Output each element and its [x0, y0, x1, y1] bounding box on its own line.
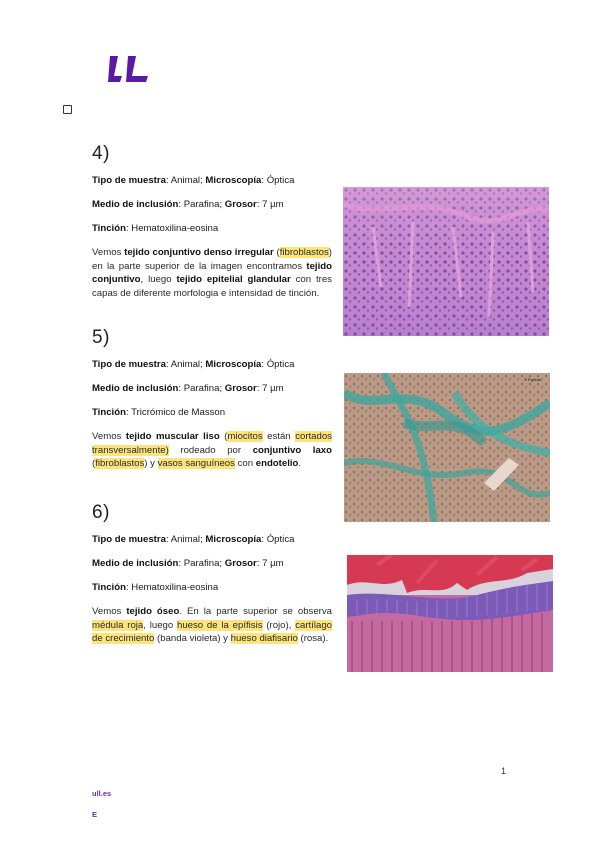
value: : Óptica — [261, 359, 295, 370]
label: Microscopía — [205, 175, 262, 186]
term: tejido epitelial glandular — [176, 274, 291, 285]
text: con tres capas de diferente morfologia e intensidad de tinción. — [92, 274, 332, 299]
sample-type-row — [92, 534, 332, 546]
text: (banda violeta) y — [154, 633, 231, 644]
text: . — [298, 458, 302, 469]
image-watermark: X Figuras — [524, 377, 542, 382]
value: : Animal; — [165, 359, 206, 370]
value: : 7 µm — [256, 558, 284, 569]
term: conjuntivo laxo — [252, 444, 332, 456]
label: Tinción — [92, 582, 126, 593]
value: : Parafina; — [178, 199, 225, 210]
label: Tipo de muestra — [92, 175, 166, 186]
term: tejido óseo — [126, 606, 180, 617]
text: ) en la parte superior de la imagen encontramos — [92, 247, 332, 272]
text: con — [234, 458, 256, 469]
term: tejido conjuntivo denso irregular — [124, 247, 274, 258]
text: ( — [92, 458, 96, 469]
text: ( — [273, 247, 280, 258]
term: tejido conjuntivo — [92, 260, 332, 285]
section-4 — [92, 143, 332, 300]
value: : Hematoxilina-eosina — [125, 582, 219, 593]
text: ( — [219, 431, 228, 442]
highlight: hueso diafisario — [230, 633, 298, 644]
section-6 — [92, 502, 332, 646]
value: : 7 µm — [256, 383, 284, 394]
label: Grosor — [224, 558, 257, 569]
text: , luego — [140, 274, 177, 285]
checkbox[interactable] — [63, 105, 72, 114]
text: Vemos — [92, 247, 125, 258]
label: Microscopía — [205, 359, 262, 370]
micrograph-glandular-tissue — [343, 187, 549, 336]
highlight: fibroblastos — [279, 247, 329, 258]
value: : Óptica — [261, 534, 295, 545]
embedding-row — [92, 199, 332, 211]
section-5 — [92, 327, 332, 471]
stain-row — [92, 407, 332, 419]
label: Medio de inclusión — [92, 558, 179, 569]
highlight: miocitos — [227, 431, 263, 442]
value: : Óptica — [261, 175, 295, 186]
value: : Hematoxilina-eosina — [125, 223, 219, 234]
section-heading: 5) — [92, 327, 110, 348]
stain-row — [92, 582, 332, 594]
text: (rojo), — [262, 619, 296, 631]
label: Grosor — [224, 383, 257, 394]
text: , luego — [143, 619, 177, 631]
text: Vemos — [92, 431, 126, 442]
value: : Animal; — [165, 534, 206, 545]
embedding-row — [92, 383, 332, 395]
sample-type-row — [92, 359, 332, 371]
text: ) y — [144, 458, 158, 469]
highlight: cartílago de crecimiento — [92, 619, 332, 644]
text: (rosa). — [297, 633, 329, 644]
highlight: fibroblastos — [95, 458, 145, 469]
label: Grosor — [224, 199, 257, 210]
value: : 7 µm — [256, 199, 284, 210]
footer-letter: E — [92, 810, 98, 819]
label: Tipo de muestra — [92, 359, 166, 370]
text: rodeado por — [168, 444, 253, 456]
ull-logo-icon — [108, 54, 150, 84]
text: . En la parte superior se observa — [179, 606, 333, 617]
micrograph-bone-tissue — [347, 555, 553, 672]
value: : Animal; — [165, 175, 206, 186]
label: Tinción — [92, 407, 126, 418]
highlight: cortados transversalmente) — [92, 431, 332, 456]
term: tejido muscular liso — [125, 431, 220, 442]
label: Medio de inclusión — [92, 199, 179, 210]
value: : Parafina; — [178, 383, 225, 394]
embedding-row — [92, 558, 332, 570]
page-number: 1 — [501, 766, 507, 776]
section-heading: 6) — [92, 502, 110, 523]
description — [92, 246, 332, 300]
sample-type-row — [92, 175, 332, 187]
label: Medio de inclusión — [92, 383, 179, 394]
label: Tinción — [92, 223, 126, 234]
value: : Tricrómico de Masson — [125, 407, 226, 418]
text: están — [262, 431, 296, 442]
description — [92, 605, 332, 646]
highlight: médula roja — [92, 619, 144, 631]
text: Vemos — [92, 606, 127, 617]
label: Microscopía — [205, 534, 262, 545]
label: Tipo de muestra — [92, 534, 166, 545]
micrograph-smooth-muscle — [344, 373, 550, 522]
highlight: vasos sanguíneos — [157, 458, 235, 469]
section-heading: 4) — [92, 143, 110, 164]
stain-row — [92, 223, 332, 235]
footer-link[interactable]: ull.es — [92, 789, 112, 798]
term: endotelio — [255, 458, 299, 469]
highlight: hueso de la epífisis — [177, 619, 263, 631]
value: : Parafina; — [178, 558, 225, 569]
description — [92, 430, 332, 471]
